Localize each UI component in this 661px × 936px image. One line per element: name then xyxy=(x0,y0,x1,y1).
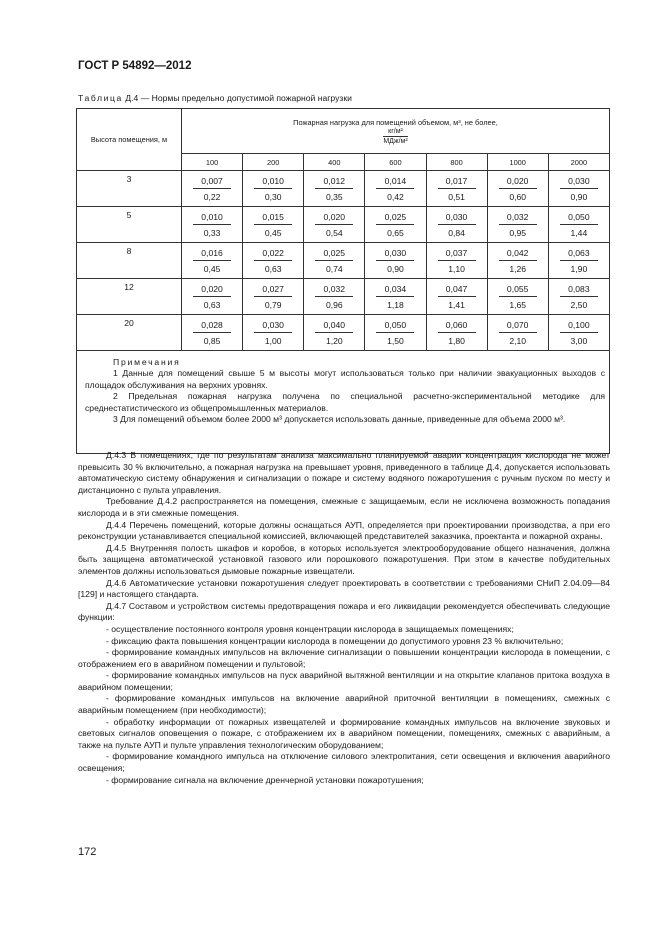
notes-title: Примечания xyxy=(113,357,181,367)
fire-load-mj-value: 1,20 xyxy=(325,335,343,346)
fire-load-cell xyxy=(365,243,426,279)
fire-load-cell xyxy=(365,279,426,315)
fire-load-cell xyxy=(304,243,365,279)
fire-load-mj-value: 2,10 xyxy=(509,335,527,346)
fire-load-kg-value: 0,017 xyxy=(438,174,476,189)
body-paragraph: - формирование командных импульсов на включение сигнализации о повышении концентрации кислорода в помещении, с отображением его в аварийном помещении и пультовой; xyxy=(78,647,610,669)
fire-load-cell xyxy=(426,243,487,279)
fire-load-kg-value: 0,040 xyxy=(315,318,353,333)
fire-load-cell xyxy=(548,279,609,315)
fire-load-kg-value: 0,037 xyxy=(438,246,476,261)
fire-load-kg-value: 0,047 xyxy=(438,282,476,297)
fire-load-cell xyxy=(365,207,426,243)
fire-load-kg-value: 0,042 xyxy=(499,246,537,261)
fire-load-mj-value: 0,63 xyxy=(264,263,282,274)
body-paragraph: Д.4.5 Внутренняя полость шкафов и коробов, в которых используется электрооборудование общего назначения, должна быть защищена автоматической установкой газового или порошкового пожаротушения. При этом в качестве побудительных элементов должны использоваться дымовые пожарные извещатели. xyxy=(78,542,610,576)
fire-load-cell xyxy=(182,279,243,315)
fire-load-mj-value: 3,00 xyxy=(570,335,588,346)
body-paragraph: - осуществление постоянного контроля уровня концентрации кислорода в защищаемых помещениях; xyxy=(106,623,514,634)
fire-load-mj-value: 0,90 xyxy=(387,263,404,274)
document-header: ГОСТ Р 54892—2012 xyxy=(78,60,192,72)
fire-load-mj-value: 0,35 xyxy=(325,191,343,202)
fire-load-kg-value: 0,055 xyxy=(499,282,537,297)
fire-load-cell xyxy=(487,243,548,279)
fire-load-cell xyxy=(243,207,304,243)
fire-load-kg-value: 0,016 xyxy=(193,246,231,261)
room-height-cell: 20 xyxy=(77,315,182,351)
fire-load-cell xyxy=(548,243,609,279)
fire-load-cell xyxy=(182,243,243,279)
fire-load-mj-value: 0,33 xyxy=(203,227,221,238)
fire-load-kg-value: 0,032 xyxy=(315,282,353,297)
fire-load-kg-value: 0,012 xyxy=(315,174,353,189)
table-row xyxy=(77,279,610,315)
fire-load-kg-value: 0,030 xyxy=(254,318,292,333)
fire-load-mj-value: 1,90 xyxy=(570,263,588,274)
fire-load-header-text: Пожарная нагрузка для помещений объемом, м³, не более, xyxy=(293,118,498,127)
fire-load-kg-value: 0,015 xyxy=(254,210,292,225)
body-paragraph: Требование Д.4.2 распространяется на помещения, смежные с защищаемым, если не исключена возможность попадания кислорода и в эти смежные помещения. xyxy=(78,496,610,518)
fire-load-cell xyxy=(304,207,365,243)
fire-load-kg-value: 0,025 xyxy=(315,246,353,261)
fire-load-mj-value: 0,42 xyxy=(387,191,404,202)
volume-header-cell: 200 xyxy=(243,154,304,171)
fire-load-kg-value: 0,034 xyxy=(376,282,414,297)
fire-load-mj-value: 0,84 xyxy=(448,227,465,238)
fire-load-kg-value: 0,020 xyxy=(315,210,353,225)
fire-load-table xyxy=(76,108,610,454)
fire-load-cell xyxy=(487,207,548,243)
table-row xyxy=(77,315,610,351)
fire-load-mj-value: 0,45 xyxy=(264,227,282,238)
room-height-cell: 3 xyxy=(77,171,182,207)
fire-load-kg-value: 0,020 xyxy=(499,174,537,189)
caption-text: Д.4 — Нормы предельно допустимой пожарной нагрузки xyxy=(122,93,352,103)
fire-load-mj-value: 2,50 xyxy=(570,299,588,310)
fire-load-kg-value: 0,007 xyxy=(193,174,231,189)
volume-header-cell: 400 xyxy=(304,154,365,171)
fire-load-cell xyxy=(487,315,548,351)
body-paragraph: Д.4.3 В помещениях, где по результатам анализа максимально планируемой аварии концентрация кислорода не может превысить 30 % включительно, а пожарная нагрузка на превышает уровня, приведенного в таблице Д.4, допускается использовать автоматическую систему обнаружения и сигнализации о пожаре и систему водяного пожаротушения с ручным пуском по месту и дистанционно с пульта управления. xyxy=(78,450,610,495)
body-paragraph: - формирование командного импульса на отключение силового электропитания, сети освещения и включения аварийного освещения; xyxy=(78,751,610,774)
fire-load-mj-value: 0,63 xyxy=(203,299,221,310)
fire-load-kg-value: 0,010 xyxy=(193,210,231,225)
fire-load-kg-value: 0,100 xyxy=(560,318,598,333)
body-paragraph: Д.4.6 Автоматические установки пожаротушения следует проектировать в соответствии с требованиями СНиП 2.04.09—84 [129] и настоящего стандарта. xyxy=(78,577,610,600)
fire-load-cell xyxy=(243,315,304,351)
fire-load-mj-value: 0,60 xyxy=(509,191,527,202)
fire-load-cell xyxy=(426,279,487,315)
volume-header-cell: 600 xyxy=(365,154,426,171)
volume-header-cell: 800 xyxy=(426,154,487,171)
fire-load-cell xyxy=(487,171,548,207)
fire-load-kg-value: 0,030 xyxy=(376,246,414,261)
body-paragraph: - формирование командных импульсов на пуск аварийной вытяжной вентиляции и на открытие клапанов притока воздуха в аварийном помещении; xyxy=(78,670,610,692)
volume-header-cell: 2000 xyxy=(548,154,609,171)
caption-label: Таблица xyxy=(78,93,123,103)
fire-load-cell xyxy=(182,171,243,207)
fire-load-kg-value: 0,030 xyxy=(560,174,598,189)
fire-load-cell xyxy=(304,279,365,315)
fire-load-header xyxy=(182,109,610,154)
fire-load-cell xyxy=(548,171,609,207)
notes-row xyxy=(77,351,610,454)
fire-load-mj-value: 1,26 xyxy=(509,263,527,274)
fire-load-cell xyxy=(365,315,426,351)
body-paragraph: - обработку информации от пожарных извещателей и формирование командных импульсов на включение звуковых и световых сигналов оповещения о пожаре, с отображением их в аварийном помещении, помещениях, смежных с аварийным, а также на пульте АУП и пульте управления технологическим оборудованием; xyxy=(78,716,610,750)
body-text xyxy=(78,450,610,786)
fire-load-cell xyxy=(487,279,548,315)
fire-load-cell xyxy=(548,207,609,243)
page-number: 172 xyxy=(78,846,97,858)
room-height-cell: 5 xyxy=(77,207,182,243)
fire-load-mj-value: 1,50 xyxy=(387,335,404,346)
room-height-cell: 8 xyxy=(77,243,182,279)
unit-denominator: МДж/м² xyxy=(383,138,408,145)
fire-load-mj-value: 0,96 xyxy=(325,299,343,310)
fire-load-kg-value: 0,050 xyxy=(560,210,598,225)
fire-load-mj-value: 0,30 xyxy=(264,191,282,202)
fire-load-cell xyxy=(548,315,609,351)
fire-load-kg-value: 0,063 xyxy=(560,246,598,261)
fire-load-mj-value: 0,79 xyxy=(264,299,282,310)
fire-load-kg-value: 0,083 xyxy=(560,282,598,297)
fire-load-mj-value: 0,74 xyxy=(325,263,343,274)
fire-load-kg-value: 0,020 xyxy=(193,282,231,297)
table-row xyxy=(77,171,610,207)
fire-load-mj-value: 0,85 xyxy=(203,335,221,346)
room-height-cell: 12 xyxy=(77,279,182,315)
table-row xyxy=(77,243,610,279)
table-row xyxy=(77,207,610,243)
fire-load-mj-value: 1,80 xyxy=(448,335,465,346)
fire-load-mj-value: 0,90 xyxy=(570,191,588,202)
fire-load-kg-value: 0,070 xyxy=(499,318,537,333)
fire-load-mj-value: 0,65 xyxy=(387,227,404,238)
fire-load-cell xyxy=(365,171,426,207)
body-paragraph: - формирование сигнала на включение дренчерной установки пожаротушения; xyxy=(106,774,424,785)
fire-load-cell xyxy=(426,171,487,207)
unit-fraction xyxy=(383,128,407,146)
fire-load-cell xyxy=(304,315,365,351)
fire-load-mj-value: 0,54 xyxy=(325,227,343,238)
fire-load-kg-value: 0,032 xyxy=(499,210,537,225)
volume-header-cell: 100 xyxy=(182,154,243,171)
fire-load-cell xyxy=(182,315,243,351)
fire-load-cell xyxy=(182,207,243,243)
fire-load-kg-value: 0,030 xyxy=(438,210,476,225)
fire-load-kg-value: 0,060 xyxy=(438,318,476,333)
body-paragraph: Д.4.4 Перечень помещений, которые должны оснащаться АУП, определяется при проектировании производства, а при его реконструкции устанавливается специальной комиссией, включающей представителей заказчика, проектанта и пожарной охраны. xyxy=(78,519,610,542)
fire-load-mj-value: 1,65 xyxy=(509,299,527,310)
fire-load-mj-value: 1,41 xyxy=(448,299,465,310)
table-caption xyxy=(78,93,352,103)
fire-load-mj-value: 0,51 xyxy=(448,191,465,202)
note-item: 3 Для помещений объемом более 2000 м³ допускается использовать данные, приведенные для объема 2000 м³. xyxy=(113,414,566,425)
fire-load-kg-value: 0,010 xyxy=(254,174,292,189)
fire-load-cell xyxy=(304,171,365,207)
fire-load-cell xyxy=(426,207,487,243)
fire-load-kg-value: 0,027 xyxy=(254,282,292,297)
fire-load-mj-value: 0,95 xyxy=(509,227,527,238)
height-column-header: Высота помещения, м xyxy=(77,109,182,171)
fire-load-cell xyxy=(243,243,304,279)
fire-load-mj-value: 0,45 xyxy=(203,263,221,274)
fire-load-mj-value: 1,00 xyxy=(264,335,282,346)
volume-header-cell: 1000 xyxy=(487,154,548,171)
body-paragraph: Д.4.7 Составом и устройством системы предотвращения пожара и его ликвидации рекомендуется обеспечивать следующие функции: xyxy=(78,600,610,623)
fire-load-kg-value: 0,050 xyxy=(376,318,414,333)
fire-load-mj-value: 1,18 xyxy=(387,299,404,310)
fire-load-mj-value: 1,44 xyxy=(570,227,588,238)
fire-load-mj-value: 1,10 xyxy=(448,263,465,274)
fire-load-kg-value: 0,014 xyxy=(376,174,414,189)
note-item: 1 Данные для помещений свыше 5 м высоты могут использоваться только при наличии эвакуационных выходов с площадок обслуживания на верхних уровнях. xyxy=(85,368,605,390)
fire-load-cell xyxy=(243,279,304,315)
body-paragraph: - формирование командных импульсов на включение аварийной приточной вентиляции в помещениях, смежных с аварийным помещением (при необходимости); xyxy=(78,693,610,716)
fire-load-kg-value: 0,022 xyxy=(254,246,292,261)
note-item: 2 Предельная пожарная нагрузка получена по специальной расчетно-экспериментальной методике для среднестатистического из общепромышленных материалов. xyxy=(85,391,605,413)
body-paragraph: - фиксацию факта повышения концентрации кислорода в помещении до допустимого уровня 23 % включительно; xyxy=(106,635,564,646)
fire-load-cell xyxy=(243,171,304,207)
fire-load-mj-value: 0,22 xyxy=(203,191,221,202)
fire-load-kg-value: 0,028 xyxy=(193,318,231,333)
table-notes xyxy=(77,351,610,454)
fire-load-cell xyxy=(426,315,487,351)
fire-load-kg-value: 0,025 xyxy=(376,210,414,225)
unit-numerator: кг/м² xyxy=(383,128,407,137)
